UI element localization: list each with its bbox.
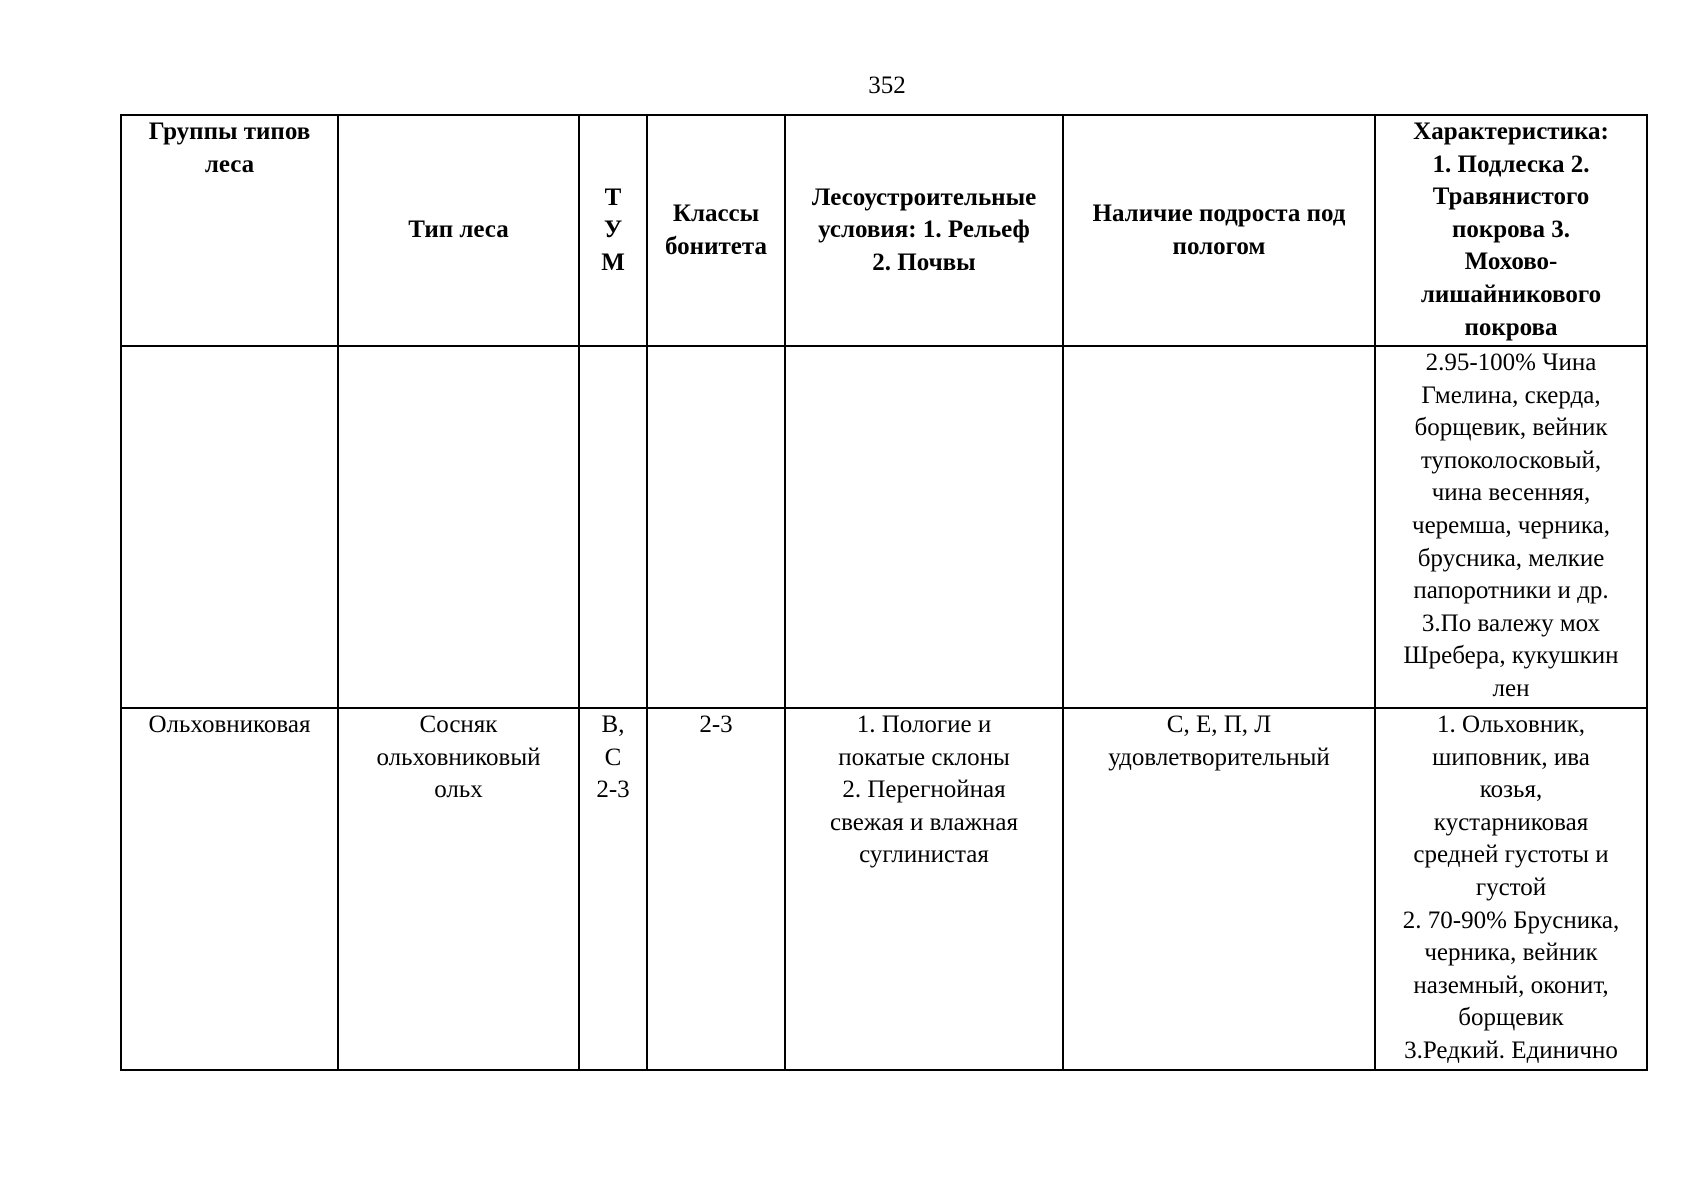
cell-tum: В, С 2-3 (579, 708, 647, 1070)
header-forest-type: Тип леса (338, 115, 579, 346)
header-characteristics: Характеристика: 1. Подлеска 2. Травянистого покрова 3. Мохово- лишайникового покрова (1375, 115, 1647, 346)
cell-characteristics: 2.95-100% Чина Гмелина, скерда, борщевик, вейник тупоколосковый, чина весенняя, черемша, черника, брусника, мелкие папоротники и др. 3.По валежу мох Шребера, кукушкин лен (1375, 346, 1647, 708)
cell-conditions (785, 346, 1063, 708)
table-row (121, 346, 1647, 708)
cell-forest-type (338, 346, 579, 708)
cell-forest-type: Сосняк ольховниковый ольх (338, 708, 579, 1070)
header-row (121, 115, 1647, 346)
cell-conditions: 1. Пологие и покатые склоны 2. Перегнойная свежая и влажная суглинистая (785, 708, 1063, 1070)
forest-types-table (120, 114, 1648, 1071)
table-row (121, 708, 1647, 1070)
header-forest-type-groups: Группы типов леса (121, 115, 338, 346)
cell-bonitet: 2-3 (647, 708, 785, 1070)
cell-group: Ольховниковая (121, 708, 338, 1070)
cell-bonitet (647, 346, 785, 708)
cell-undergrowth (1063, 346, 1375, 708)
cell-tum (579, 346, 647, 708)
cell-undergrowth: С, Е, П, Л удовлетворительный (1063, 708, 1375, 1070)
header-tum: Т У М (579, 115, 647, 346)
header-forest-conditions: Лесоустроительные условия: 1. Рельеф 2. Почвы (785, 115, 1063, 346)
header-bonitet-classes: Классы бонитета (647, 115, 785, 346)
cell-characteristics: 1. Ольховник, шиповник, ива козья, кустарниковая средней густоты и густой 2. 70-90% Брусника, черника, вейник наземный, оконит, борщевик 3.Редкий. Единично (1375, 708, 1647, 1070)
cell-group (121, 346, 338, 708)
page-number: 352 (868, 72, 906, 99)
header-undergrowth: Наличие подроста под пологом (1063, 115, 1375, 346)
